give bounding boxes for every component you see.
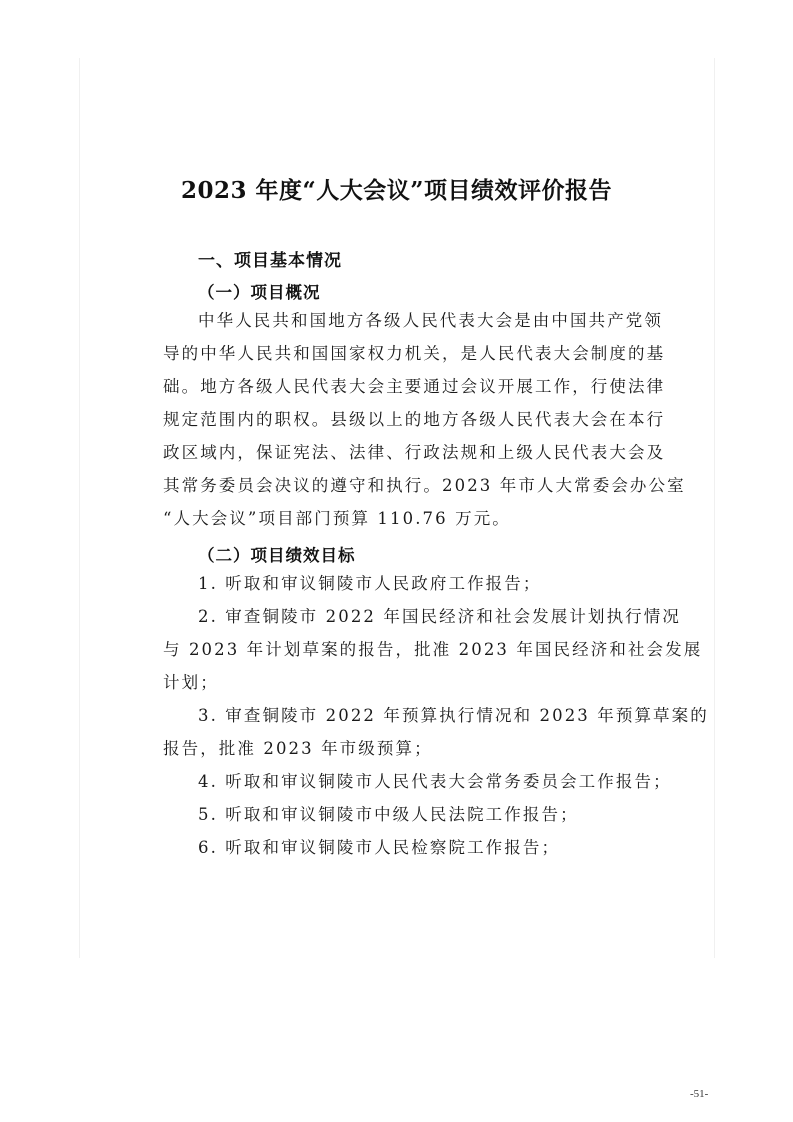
document-title: 2023 年度“人大会议”项目绩效评价报告: [181, 177, 612, 204]
paragraph-line: 政区域内，保证宪法、法律、行政法规和上级人民代表大会及: [163, 443, 666, 462]
list-item: 3. 审查铜陵市 2022 年预算执行情况和 2023 年预算草案的: [198, 706, 709, 725]
list-item: 5. 听取和审议铜陵市中级人民法院工作报告；: [198, 805, 579, 824]
subsection-heading-goals: （二）项目绩效目标: [198, 546, 356, 565]
list-item: 1. 听取和审议铜陵市人民政府工作报告；: [198, 574, 542, 593]
paragraph-line: 规定范围内的职权。县级以上的地方各级人民代表大会在本行: [163, 410, 666, 429]
list-item-continuation: 计划；: [163, 673, 219, 692]
paragraph-line: 其常务委员会决议的遵守和执行。2023 年市人大常委会办公室: [163, 476, 686, 495]
paragraph-line: “人大会议”项目部门预算 110.76 万元。: [163, 509, 511, 528]
list-item: 4. 听取和审议铜陵市人民代表大会常务委员会工作报告；: [198, 772, 672, 791]
list-item-continuation: 与 2023 年计划草案的报告，批准 2023 年国民经济和社会发展: [163, 640, 703, 659]
list-item: 6. 听取和审议铜陵市人民检察院工作报告；: [198, 838, 561, 857]
list-item-continuation: 报告，批准 2023 年市级预算；: [163, 739, 433, 758]
paragraph-line: 中华人民共和国地方各级人民代表大会是由中国共产党领: [198, 311, 663, 330]
subsection-heading-overview: （一）项目概况: [198, 283, 321, 302]
section-heading-basic-info: 一、项目基本情况: [198, 251, 342, 271]
paragraph-line: 导的中华人民共和国国家权力机关，是人民代表大会制度的基: [163, 344, 666, 363]
list-item: 2. 审查铜陵市 2022 年国民经济和社会发展计划执行情况: [198, 607, 681, 626]
page-number: -51-: [690, 1088, 709, 1100]
paragraph-line: 础。地方各级人民代表大会主要通过会议开展工作，行使法律: [163, 377, 666, 396]
